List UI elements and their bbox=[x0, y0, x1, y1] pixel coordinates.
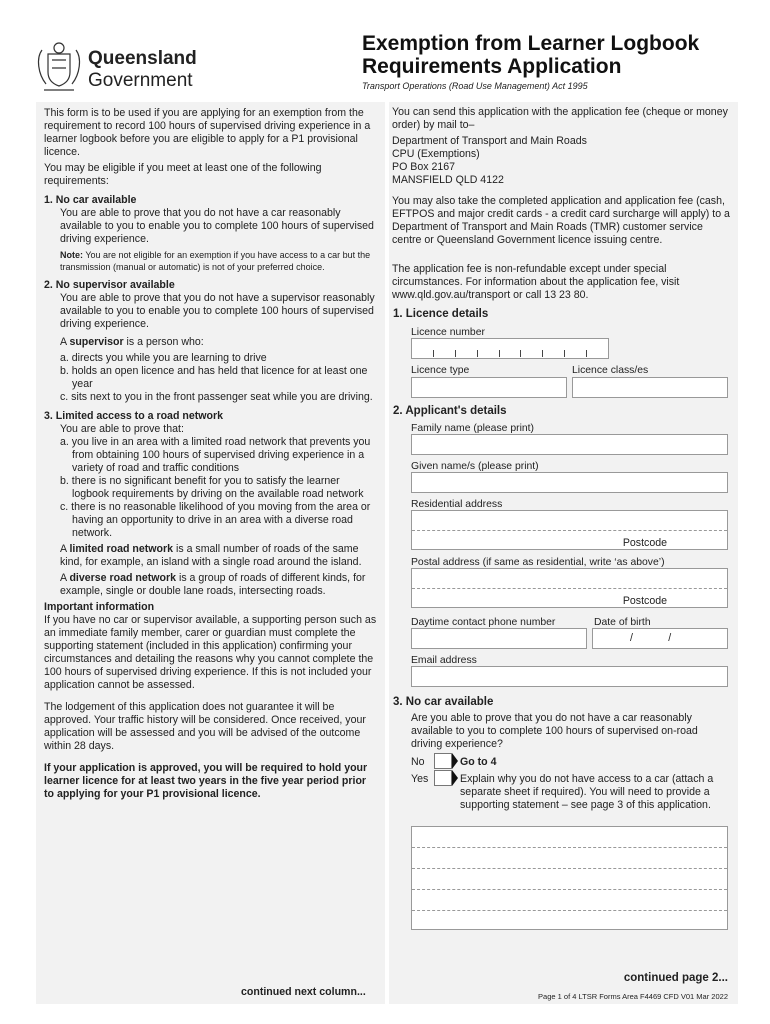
residential-address-label: Residential address bbox=[411, 499, 503, 510]
logo-text-queensland: Queensland bbox=[88, 48, 197, 69]
page-footer: Page 1 of 4 LTSR Forms Area F4469 CFD V01 Mar 2022 bbox=[538, 992, 728, 1001]
continued-page-2: continued page 2... bbox=[623, 972, 728, 984]
postcode-label: Postcode bbox=[622, 595, 667, 607]
req3-text: You are able to prove that: bbox=[60, 423, 184, 435]
fee-text: The application fee is non-refundable except under special circumstances. For information about the application fee, visit www.qld.gov.au/transport or call 13 23 80. bbox=[392, 263, 680, 301]
right-column bbox=[389, 102, 738, 1004]
req3-item: b. there is no significant benefit for you to satisfy the learner logbook requirements by driving on the available road network bbox=[60, 475, 364, 500]
act-reference: Transport Operations (Road Use Management) Act 1995 bbox=[362, 81, 588, 91]
given-name-input[interactable] bbox=[411, 472, 728, 493]
dob-label: Date of birth bbox=[594, 617, 651, 628]
intro-text: This form is to be used if you are applying for an exemption from the requirement to record 100 hours of supervised driving experience in a learner logbook before you are eligible to apply for a P1 provisional licence. bbox=[44, 107, 371, 158]
approval-note: If your application is approved, you will be required to hold your learner licence for at least two years in the five year period prior to applying for your P1 provisional licence. bbox=[44, 762, 368, 800]
phone-label: Daytime contact phone number bbox=[411, 617, 556, 628]
title-line-1: Exemption from Learner Logbook bbox=[362, 32, 700, 55]
yes-checkbox[interactable] bbox=[434, 770, 452, 786]
licence-class-label: Licence class/es bbox=[572, 365, 649, 376]
postcode-label: Postcode bbox=[622, 537, 667, 549]
email-label: Email address bbox=[411, 655, 477, 666]
req3-item: c. there is no reasonable likelihood of you moving from the area or having an opportunity to drive in an area with a diverse road network. bbox=[60, 501, 371, 539]
no-label: No bbox=[411, 756, 425, 768]
licence-type-input[interactable] bbox=[411, 377, 567, 398]
family-name-label: Family name (please print) bbox=[411, 423, 534, 434]
family-name-input[interactable] bbox=[411, 434, 728, 455]
arrow-right-icon bbox=[452, 770, 458, 786]
req2-text: You are able to prove that you do not have a supervisor reasonably available to you to enable you to complete 100 hours of supervised driving experience. bbox=[60, 292, 375, 330]
req1-title: 1. No car available bbox=[44, 194, 137, 206]
email-input[interactable] bbox=[411, 666, 728, 687]
licence-type-label: Licence type bbox=[411, 365, 470, 376]
section-1-title: 1. Licence details bbox=[393, 308, 489, 320]
question-3: Are you able to prove that you do not have a car reasonably available to you to complete 100 hours of supervised on-road driving experience? bbox=[411, 712, 698, 750]
lodgement-text: The lodgement of this application does not guarantee it will be approved. Your traffic history will be considered. Once received, your application will be assessed and you will be advised of the outcome within 28 days. bbox=[44, 701, 366, 752]
note-text: You are not eligible for an exemption if you have access to a car but the transmission (manual or automatic) is not of your preferred choice. bbox=[60, 250, 371, 272]
title-line-2: Requirements Application bbox=[362, 55, 622, 78]
logo-text-government: Government bbox=[88, 70, 193, 91]
dob-separators: / / bbox=[630, 632, 672, 644]
mail-text: You can send this application with the application fee (cheque or money order) by mail to– bbox=[392, 106, 728, 131]
req3-item: a. you live in an area with a limited road network that prevents you from obtaining 100 hours of supervised driving experience in a variety of road and traffic conditions bbox=[60, 436, 371, 474]
left-column bbox=[36, 102, 385, 1004]
coat-of-arms-icon bbox=[34, 40, 84, 98]
req3-title: 3. Limited access to a road network bbox=[44, 410, 223, 422]
supervisor-item: c. sits next to you in the front passenger seat while you are driving. bbox=[60, 391, 373, 403]
supervisor-definition: A supervisor is a person who: bbox=[60, 336, 204, 348]
licence-class-input[interactable] bbox=[572, 377, 728, 398]
phone-input[interactable] bbox=[411, 628, 587, 649]
licence-number-input[interactable] bbox=[411, 338, 609, 359]
yes-label: Yes bbox=[411, 773, 429, 785]
in-person-text: You may also take the completed application and application fee (cash, EFTPOS and major credit cards - a credit card surcharge will apply) to a Department of Transport and Main Roads (TMR) customer service centre or Queensland Government licence issuing centre. bbox=[392, 195, 730, 246]
given-name-label: Given name/s (please print) bbox=[411, 461, 539, 472]
supervisor-item: a. directs you while you are learning to drive bbox=[60, 352, 267, 364]
yes-explanation: Explain why you do not have access to a car (attach a separate sheet if required). You will need to provide a supporting statement – see page 3 of this application. bbox=[460, 773, 714, 811]
important-info-title: Important information bbox=[44, 601, 155, 613]
intro-eligibility: You may be eligible if you meet at least one of the following requirements: bbox=[44, 162, 322, 187]
req1-text: You are able to prove that you do not have a car reasonably available to you to enable you to complete 100 hours of supervised driving experience. bbox=[60, 207, 374, 245]
section-2-title: 2. Applicant's details bbox=[393, 405, 507, 417]
arrow-right-icon bbox=[452, 753, 458, 769]
req1-note bbox=[60, 249, 377, 273]
req2-title: 2. No supervisor available bbox=[44, 279, 175, 291]
supervisor-item: b. holds an open licence and has held that licence for at least one year bbox=[60, 365, 368, 390]
no-checkbox[interactable] bbox=[434, 753, 452, 769]
mailing-address: Department of Transport and Main Roads CPU (Exemptions) PO Box 2167 MANSFIELD QLD 4122 bbox=[392, 135, 587, 186]
qld-government-logo bbox=[34, 40, 214, 100]
continued-next-column: continued next column... bbox=[241, 986, 366, 998]
postal-address-label: Postal address (if same as residential, write ‘as above’) bbox=[411, 557, 665, 568]
diverse-road-network-definition: A diverse road network is a group of roads of different kinds, for example, single or double lane roads, intersecting roads. bbox=[60, 572, 366, 597]
go-to-4: Go to 4 bbox=[460, 756, 497, 768]
explanation-input[interactable] bbox=[411, 826, 728, 930]
note-label: Note: bbox=[60, 250, 83, 260]
residential-address-input[interactable] bbox=[411, 510, 728, 550]
section-3-title: 3. No car available bbox=[393, 696, 494, 708]
important-info-text: If you have no car or supervisor available, a supporting person such as an immediate family member, carer or guardian must complete the supporting statement (included in this application) confirming your circumstances and detailing the reasons why you cannot complete the 100 hours of supervised driving experience. If this is not included your application cannot be assessed. bbox=[44, 614, 377, 691]
limited-road-network-definition: A limited road network is a small number of roads of the same kind, for example, an island with a single road around the island. bbox=[60, 543, 362, 568]
page-title bbox=[362, 32, 699, 78]
dob-input[interactable] bbox=[592, 628, 728, 649]
licence-number-label: Licence number bbox=[411, 327, 485, 338]
postal-address-input[interactable] bbox=[411, 568, 728, 608]
